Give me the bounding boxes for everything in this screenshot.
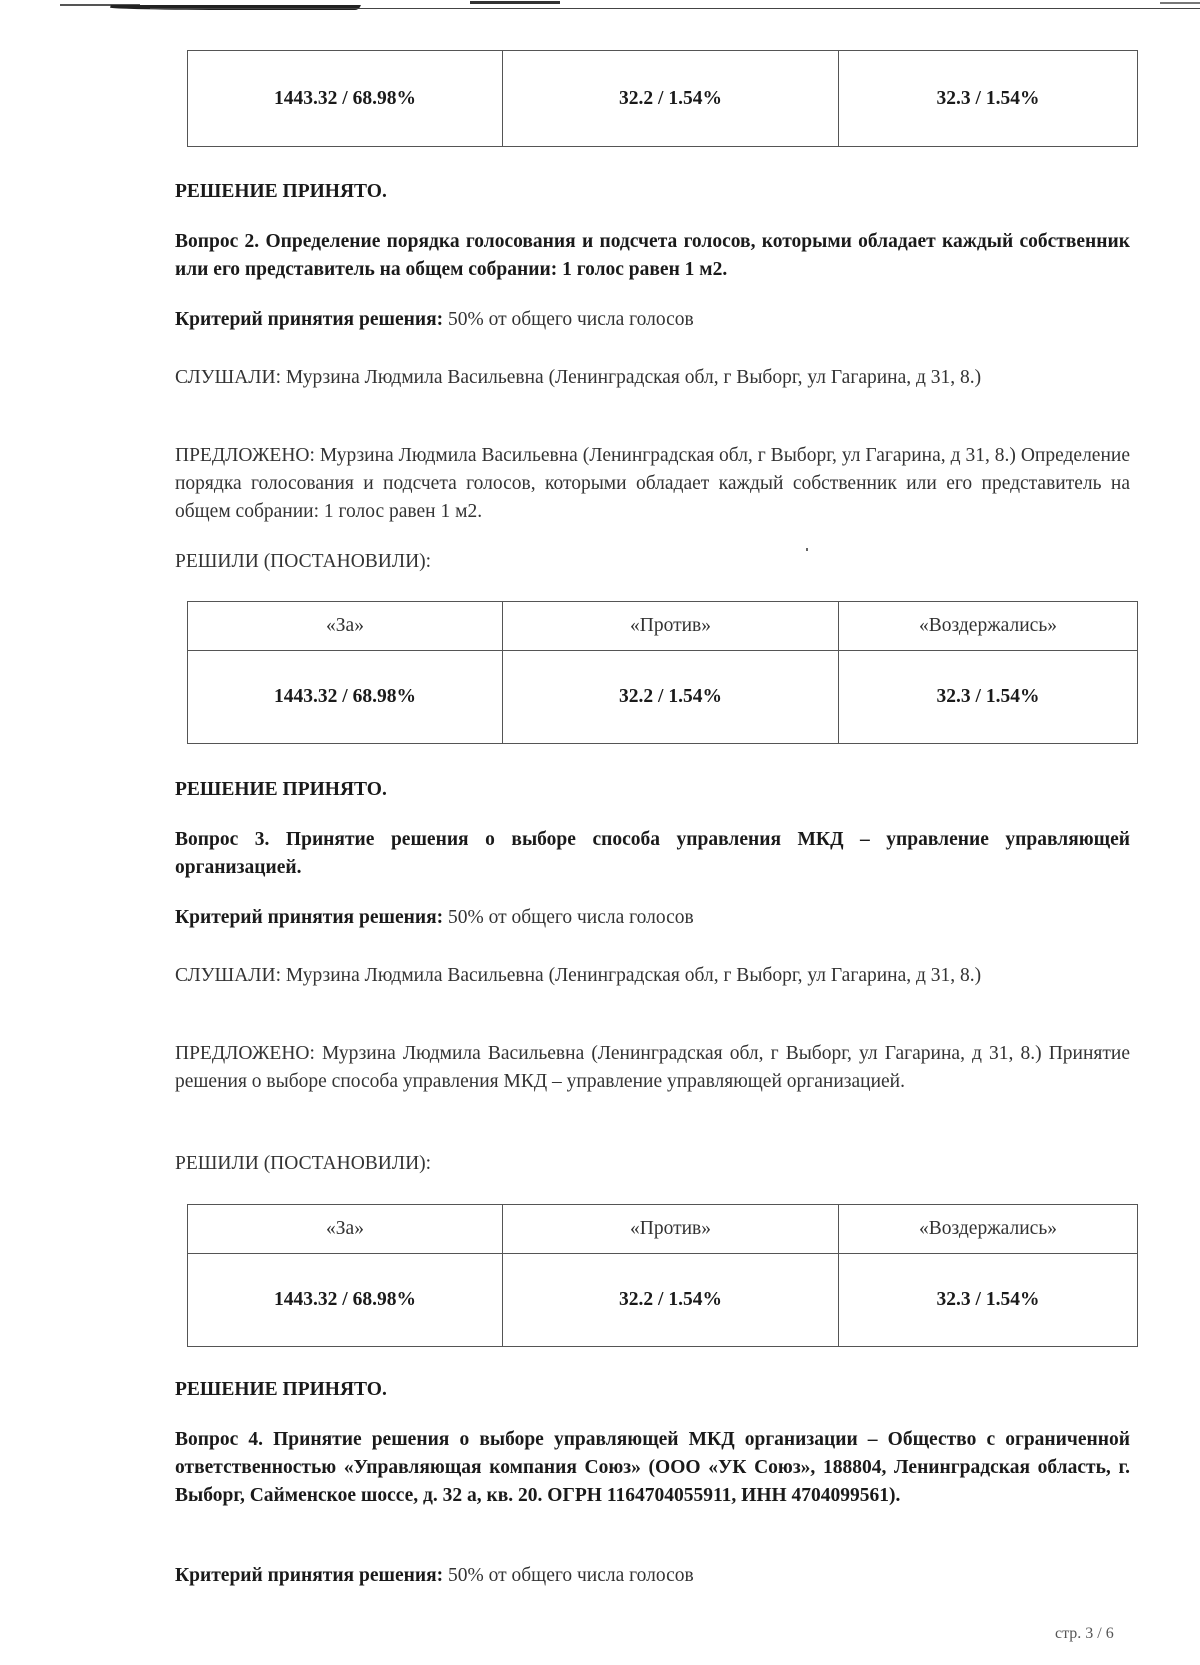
scan-speck bbox=[806, 548, 808, 551]
criterion-value: 50% от общего числа голосов bbox=[443, 309, 694, 330]
header-abstained: «Воздержались» bbox=[839, 1205, 1138, 1254]
criterion-label: Критерий принятия решения: bbox=[175, 1565, 444, 1586]
q2-decision: РЕШЕНИЕ ПРИНЯТО. bbox=[175, 779, 387, 800]
q3-results-table bbox=[187, 1204, 1138, 1347]
q2-resolved-label: РЕШИЛИ (ПОСТАНОВИЛИ): bbox=[175, 551, 432, 572]
q3-heard: СЛУШАЛИ: Мурзина Людмила Васильевна (Ленинградская обл, г Выборг, ул Гагарина, д 31, 8.) bbox=[175, 965, 982, 986]
votes-abstained: 32.3 / 1.54% bbox=[839, 1254, 1138, 1347]
votes-against: 32.2 / 1.54% bbox=[503, 51, 839, 147]
criterion-value: 50% от общего числа голосов bbox=[443, 907, 694, 928]
q3-decision: РЕШЕНИЕ ПРИНЯТО. bbox=[175, 1379, 387, 1400]
criterion-value: 50% от общего числа голосов bbox=[443, 1565, 694, 1586]
q3-title: Вопрос 3. Принятие решения о выборе способа управления МКД – управление управляющей организацией. bbox=[175, 829, 1130, 878]
table-row bbox=[188, 1254, 1138, 1347]
table-row bbox=[188, 651, 1138, 744]
q1-decision: РЕШЕНИЕ ПРИНЯТО. bbox=[175, 181, 387, 202]
votes-against: 32.2 / 1.54% bbox=[503, 1254, 839, 1347]
q2-proposed: ПРЕДЛОЖЕНО: Мурзина Людмила Васильевна (Ленинградская обл, г Выборг, ул Гагарина, д 31, 8.) Определение порядка голосования и подсчета голосов, которыми обладает каждый собственник или его представитель на общем собрании: 1 голос равен 1 м2. bbox=[175, 445, 1130, 522]
q4-criterion bbox=[175, 1562, 1130, 1590]
votes-for: 1443.32 / 68.98% bbox=[188, 51, 503, 147]
scan-artifact-top bbox=[0, 0, 1200, 14]
q3-criterion bbox=[175, 904, 1130, 932]
q4-title: Вопрос 4. Принятие решения о выборе управляющей МКД организации – Общество с ограниченной ответственностью «Управляющая компания Союз» (ООО «УК Союз», 188804, Ленинградская область, г. Выборг, Сайменское шоссе, д. 32 а, кв. 20. ОГРН 1164704055911, ИНН 4704099561). bbox=[175, 1429, 1130, 1506]
table-header-row bbox=[188, 602, 1138, 651]
header-for: «За» bbox=[188, 1205, 503, 1254]
header-against: «Против» bbox=[503, 602, 839, 651]
votes-for: 1443.32 / 68.98% bbox=[188, 1254, 503, 1347]
header-against: «Против» bbox=[503, 1205, 839, 1254]
table-header-row bbox=[188, 1205, 1138, 1254]
criterion-label: Критерий принятия решения: bbox=[175, 907, 444, 928]
q2-results-table bbox=[187, 601, 1138, 744]
q3-proposed: ПРЕДЛОЖЕНО: Мурзина Людмила Васильевна (Ленинградская обл, г Выборг, ул Гагарина, д 31, 8.) Принятие решения о выборе способа управления МКД – управление управляющей организацией. bbox=[175, 1043, 1130, 1092]
votes-for: 1443.32 / 68.98% bbox=[188, 651, 503, 744]
page-number: стр. 3 / 6 bbox=[1055, 1625, 1114, 1642]
votes-abstained: 32.3 / 1.54% bbox=[839, 51, 1138, 147]
criterion-label: Критерий принятия решения: bbox=[175, 309, 444, 330]
votes-against: 32.2 / 1.54% bbox=[503, 651, 839, 744]
q2-criterion bbox=[175, 306, 1130, 334]
q3-resolved-label: РЕШИЛИ (ПОСТАНОВИЛИ): bbox=[175, 1153, 432, 1174]
header-abstained: «Воздержались» bbox=[839, 602, 1138, 651]
header-for: «За» bbox=[188, 602, 503, 651]
q2-title: Вопрос 2. Определение порядка голосования и подсчета голосов, которыми обладает каждый собственник или его представитель на общем собрании: 1 голос равен 1 м2. bbox=[175, 231, 1130, 280]
table-row bbox=[188, 51, 1138, 147]
q2-heard: СЛУШАЛИ: Мурзина Людмила Васильевна (Ленинградская обл, г Выборг, ул Гагарина, д 31, 8.) bbox=[175, 367, 982, 388]
votes-abstained: 32.3 / 1.54% bbox=[839, 651, 1138, 744]
q1-results-table bbox=[187, 50, 1138, 147]
